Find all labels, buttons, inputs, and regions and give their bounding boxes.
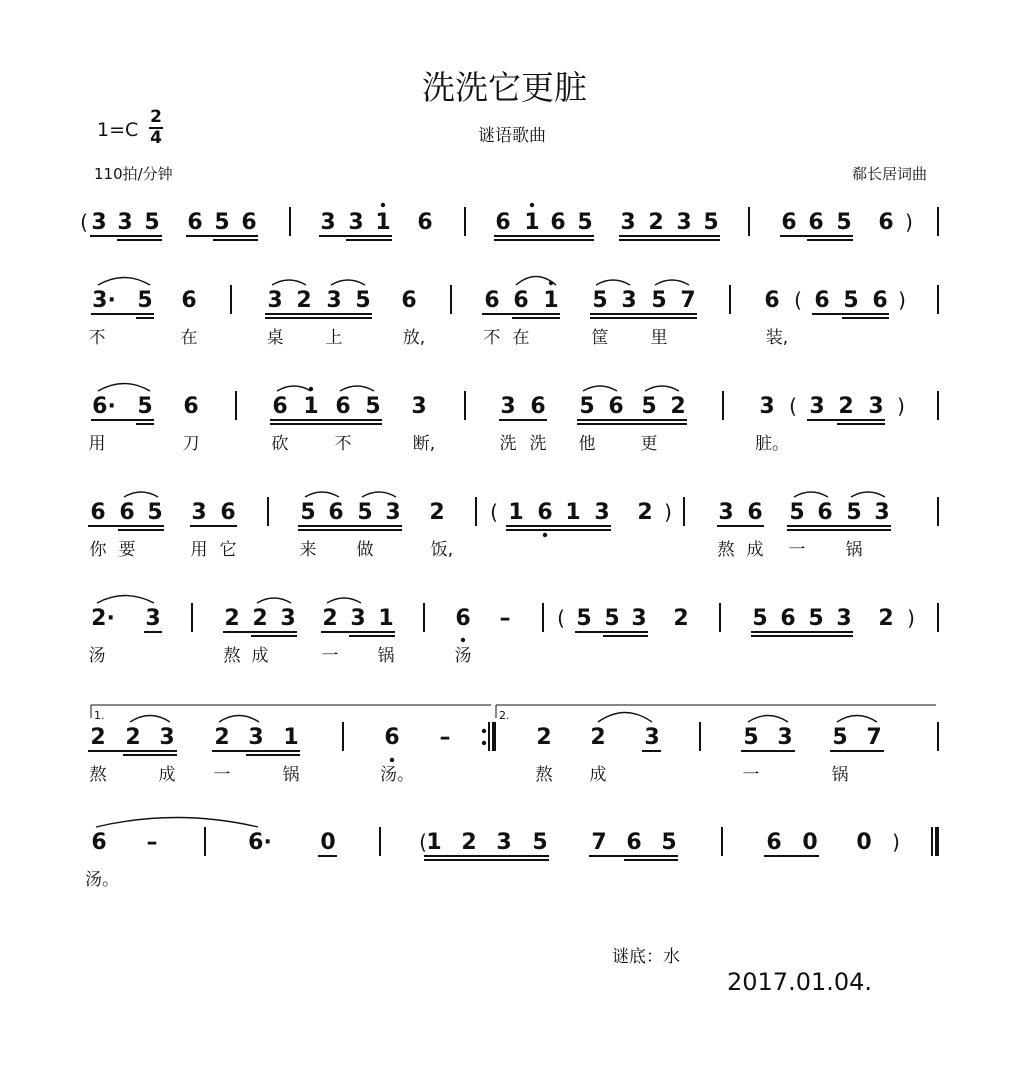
note: 6 <box>814 288 830 313</box>
slur <box>97 596 154 604</box>
paren-close: ) <box>907 606 915 630</box>
note: 6 <box>119 500 135 525</box>
slur <box>655 280 689 285</box>
note: 5 <box>137 394 153 419</box>
note: 1 <box>543 288 559 313</box>
note: 5 <box>592 288 608 313</box>
note: 3 <box>496 830 512 855</box>
slur <box>851 492 885 497</box>
note: 3 <box>280 606 296 631</box>
lyric: 锅 <box>377 646 395 666</box>
lyric: 洗 <box>499 434 517 454</box>
tempo-marking: 110拍/分钟 <box>94 165 173 183</box>
lyric: 洗 <box>529 434 547 454</box>
tie <box>96 818 258 828</box>
lyric: 一 <box>742 765 760 785</box>
slur <box>645 386 679 391</box>
lyric: 用 <box>88 434 106 454</box>
note: 5 <box>532 830 548 855</box>
octave-dot <box>381 203 385 207</box>
note: 6 <box>272 394 288 419</box>
note: 5 <box>214 210 230 235</box>
note: 1 <box>375 210 391 235</box>
lyric: 放, <box>402 328 426 348</box>
paren-open: ( <box>794 288 802 312</box>
note: 6 <box>90 500 106 525</box>
lyric: 它 <box>219 540 237 560</box>
octave-dot <box>549 281 553 285</box>
volta-label: 2. <box>499 709 510 722</box>
note: 5 <box>300 500 316 525</box>
note: 3 <box>326 288 342 313</box>
note: 2 <box>125 725 141 750</box>
note: 6 <box>537 500 553 525</box>
lyric: 里 <box>650 328 668 348</box>
slur <box>748 716 788 723</box>
octave-dot <box>530 203 534 207</box>
slur <box>98 278 150 286</box>
note: 3 <box>145 606 161 631</box>
note: 1 <box>426 830 442 855</box>
paren-open: ( <box>80 210 88 234</box>
note: 6 <box>335 394 351 419</box>
note: 3 <box>777 725 793 750</box>
note: 3 <box>267 288 283 313</box>
riddle-answer: 谜底：水 <box>612 947 680 967</box>
slur <box>837 716 877 723</box>
note: 3 <box>348 210 364 235</box>
note: 3 <box>868 394 884 419</box>
note: 6 <box>183 394 199 419</box>
note: 6 <box>484 288 500 313</box>
date-stamp: 2017.01.04. <box>727 968 873 996</box>
note: 5 <box>752 606 768 631</box>
paren-close: ) <box>897 394 905 418</box>
time-signature <box>148 108 164 148</box>
note: 3 <box>594 500 610 525</box>
note: 3 <box>809 394 825 419</box>
note: 3· <box>92 288 116 313</box>
note: 3 <box>248 725 264 750</box>
note: 2 <box>214 725 230 750</box>
lyric: 砍 <box>271 434 289 454</box>
note: – <box>439 725 451 750</box>
note: 6 <box>608 394 624 419</box>
note: 6 <box>626 830 642 855</box>
note: 6 <box>530 394 546 419</box>
lyric: 用 <box>190 540 208 560</box>
note: 3 <box>385 500 401 525</box>
lyric: 要 <box>118 540 136 560</box>
slur <box>362 492 396 497</box>
note: 5 <box>651 288 667 313</box>
subtitle: 谜语歌曲 <box>478 126 546 146</box>
repeat-dot <box>482 729 486 733</box>
note: 1 <box>378 606 394 631</box>
paren-open: ( <box>490 500 498 524</box>
note: 5 <box>137 288 153 313</box>
note: 5 <box>147 500 163 525</box>
paren-close: ) <box>898 288 906 312</box>
note: 2 <box>637 500 653 525</box>
note: 5 <box>661 830 677 855</box>
slur <box>124 492 158 497</box>
lyric: 锅 <box>282 765 300 785</box>
slur <box>277 386 311 391</box>
slur <box>305 492 339 497</box>
lyric: 熬 <box>223 646 241 666</box>
note: 5 <box>703 210 719 235</box>
note: 2 <box>429 500 445 525</box>
paren-open: ( <box>419 830 427 854</box>
note: 3 <box>320 210 336 235</box>
note: 3 <box>350 606 366 631</box>
lyric: 锅 <box>831 765 849 785</box>
note: 1 <box>565 500 581 525</box>
note: 5 <box>808 606 824 631</box>
note: 1 <box>283 725 299 750</box>
note: 1 <box>508 500 524 525</box>
note: 5 <box>846 500 862 525</box>
note: 5 <box>641 394 657 419</box>
lyric: 成 <box>746 540 764 560</box>
lyric: 熬 <box>717 540 735 560</box>
note: 2 <box>838 394 854 419</box>
note: 2 <box>461 830 477 855</box>
lyric: 脏。 <box>755 434 789 454</box>
note: 2 <box>648 210 664 235</box>
octave-dot-low <box>461 638 465 642</box>
paren-close: ) <box>905 210 913 234</box>
lyric: 汤。 <box>85 870 119 890</box>
note: 6 <box>781 210 797 235</box>
note: 2 <box>322 606 338 631</box>
note: 3 <box>759 394 775 419</box>
note: 5 <box>144 210 160 235</box>
note: 5 <box>789 500 805 525</box>
note: 7 <box>680 288 696 313</box>
slur <box>98 384 150 392</box>
lyric: 一 <box>788 540 806 560</box>
note: 1 <box>524 210 540 235</box>
note: 6 <box>808 210 824 235</box>
lyric: 一 <box>321 646 339 666</box>
note: 6 <box>766 830 782 855</box>
paren-close: ) <box>664 500 672 524</box>
note: – <box>146 830 158 855</box>
note: 7 <box>866 725 882 750</box>
lyric: 桌 <box>266 328 284 348</box>
note: 6 <box>220 500 236 525</box>
note: 3 <box>718 500 734 525</box>
note: 6 <box>91 830 107 855</box>
lyric: 他 <box>578 434 596 454</box>
lyric: 在 <box>180 328 198 348</box>
note: 5 <box>832 725 848 750</box>
lyric: 做 <box>356 540 374 560</box>
note: – <box>499 606 511 631</box>
note: 2 <box>878 606 894 631</box>
note: 2 <box>536 725 552 750</box>
slur <box>794 492 828 497</box>
slur <box>219 716 259 723</box>
note: 6 <box>764 288 780 313</box>
note: 2 <box>296 288 312 313</box>
slur <box>598 713 652 723</box>
note: 2 <box>673 606 689 631</box>
lyric: 成 <box>251 646 269 666</box>
slur <box>130 716 170 723</box>
paren-open: ( <box>557 606 565 630</box>
lyric: 你 <box>89 540 107 560</box>
lyric: 汤。 <box>380 765 414 785</box>
slur <box>272 280 306 285</box>
lyric: 筐 <box>591 328 609 348</box>
note: 5 <box>357 500 373 525</box>
note: 5 <box>843 288 859 313</box>
note: 6 <box>181 288 197 313</box>
note: 6 <box>417 210 433 235</box>
note: 2 <box>224 606 240 631</box>
note: 6 <box>328 500 344 525</box>
note: 6 <box>872 288 888 313</box>
lyric: 熬 <box>535 765 553 785</box>
lyric: 更 <box>640 434 658 454</box>
note: 3 <box>644 725 660 750</box>
lyric: 上 <box>325 328 343 348</box>
slur <box>257 598 291 603</box>
lyric: 成 <box>589 765 607 785</box>
note: 5 <box>836 210 852 235</box>
note: 2 <box>90 725 106 750</box>
slur <box>516 277 556 286</box>
note: 1 <box>303 394 319 419</box>
lyric: 不 <box>334 434 352 454</box>
note: 2· <box>91 606 115 631</box>
octave-dot <box>309 387 313 391</box>
note: 5 <box>577 210 593 235</box>
note: 6 <box>455 606 471 631</box>
note: 6 <box>384 725 400 750</box>
lyric: 在 <box>512 328 530 348</box>
note: 3 <box>621 288 637 313</box>
lyric: 熬 <box>89 765 107 785</box>
composer-credit: 郗长居词曲 <box>852 165 928 183</box>
slur <box>340 386 374 391</box>
lyric: 饭, <box>430 540 454 560</box>
lyric: 断, <box>412 434 436 454</box>
octave-dot-low <box>390 758 394 762</box>
slur <box>583 386 617 391</box>
paren-close: ) <box>892 830 900 854</box>
note: 5 <box>355 288 371 313</box>
note: 6 <box>747 500 763 525</box>
note: 3 <box>117 210 133 235</box>
note: 6 <box>513 288 529 313</box>
lyric: 成 <box>158 765 176 785</box>
lyric: 一 <box>213 765 231 785</box>
note: 5 <box>579 394 595 419</box>
note: 3 <box>836 606 852 631</box>
note: 6 <box>878 210 894 235</box>
song-title: 洗洗它更脏 <box>422 68 587 107</box>
note: 3 <box>191 500 207 525</box>
slur <box>331 280 365 285</box>
note: 2 <box>590 725 606 750</box>
note: 5 <box>576 606 592 631</box>
note: 2 <box>252 606 268 631</box>
note: 5 <box>365 394 381 419</box>
note: 3 <box>500 394 516 419</box>
note: 0 <box>320 830 336 855</box>
note: 6 <box>401 288 417 313</box>
note: 3 <box>874 500 890 525</box>
volta-label: 1. <box>94 709 105 722</box>
time-numerator: 2 <box>150 107 162 127</box>
note: 6 <box>550 210 566 235</box>
note: 6· <box>248 830 272 855</box>
key-signature: 1=C <box>97 119 139 141</box>
lyric: 装, <box>765 328 789 348</box>
lyric: 不 <box>88 328 106 348</box>
note: 3 <box>91 210 107 235</box>
repeat-dot <box>482 741 486 745</box>
note: 6 <box>817 500 833 525</box>
note: 3 <box>159 725 175 750</box>
note: 6· <box>92 394 116 419</box>
note: 6 <box>780 606 796 631</box>
note: 3 <box>411 394 427 419</box>
note: 7 <box>591 830 607 855</box>
paren-open: ( <box>789 394 797 418</box>
lyric: 不 <box>483 328 501 348</box>
note: 6 <box>241 210 257 235</box>
slur <box>327 598 361 603</box>
lyric: 汤 <box>454 646 472 666</box>
lyric: 锅 <box>845 540 863 560</box>
note: 6 <box>495 210 511 235</box>
note: 5 <box>743 725 759 750</box>
slur <box>596 280 630 285</box>
octave-dot-low <box>543 533 547 537</box>
time-denominator: 4 <box>150 128 162 148</box>
lyric: 刀 <box>182 434 200 454</box>
note: 0 <box>802 830 818 855</box>
note: 2 <box>670 394 686 419</box>
note: 6 <box>187 210 203 235</box>
note: 0 <box>856 830 872 855</box>
lyric: 汤 <box>88 646 106 666</box>
lyric: 来 <box>299 540 317 560</box>
note: 3 <box>676 210 692 235</box>
note: 3 <box>620 210 636 235</box>
note: 5 <box>604 606 620 631</box>
note: 3 <box>631 606 647 631</box>
